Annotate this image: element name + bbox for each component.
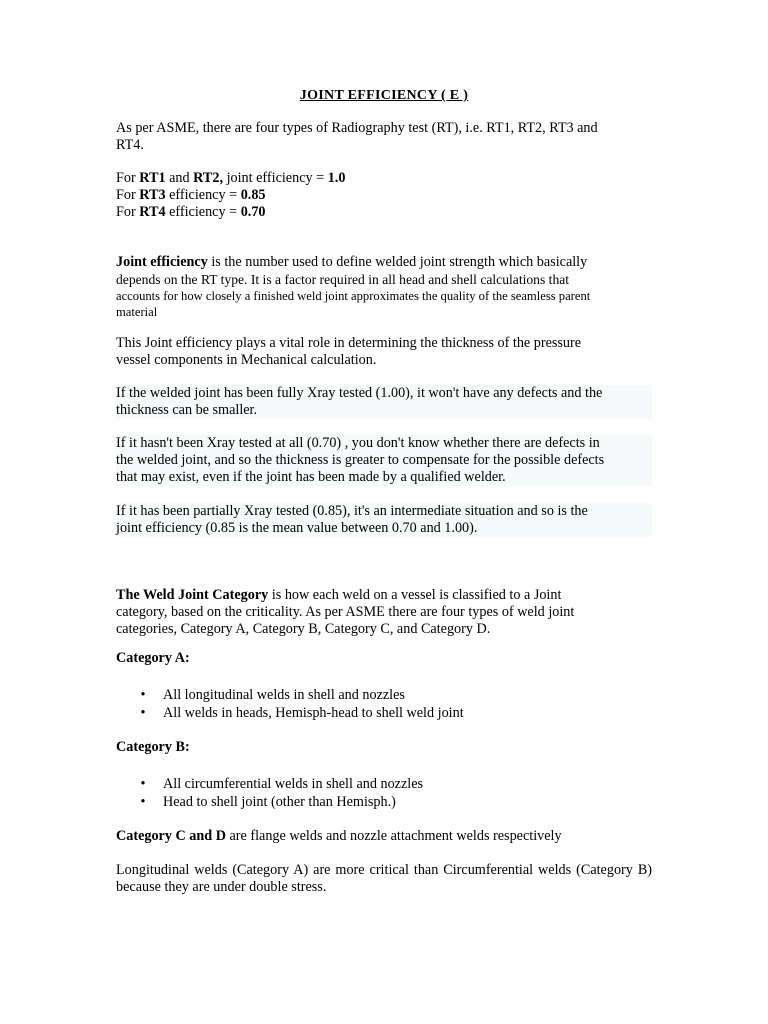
partial-line-2: joint efficiency (0.85 is the mean value between 0.70 and 1.00). bbox=[116, 520, 478, 536]
definition-paragraph-cont bbox=[116, 288, 652, 320]
not-tested-line-1: If it hasn't been Xray tested at all (0.70) , you don't know whether there are defects in bbox=[116, 435, 600, 451]
efficiency-row-rt3: For RT3 efficiency = 0.85 bbox=[116, 187, 266, 203]
list-item: • All longitudinal welds in shell and nozzles bbox=[138, 686, 638, 704]
definition-line-4: material bbox=[116, 305, 158, 319]
intro-line-1: As per ASME, there are four types of Radiography test (RT), i.e. RT1, RT2, RT3 and bbox=[116, 120, 598, 136]
definition-line-1: Joint efficiency is the number used to define welded joint strength which basically bbox=[116, 254, 588, 270]
intro-line-2: RT4. bbox=[116, 137, 144, 153]
efficiency-row-rt4: For RT4 efficiency = 0.70 bbox=[116, 204, 266, 220]
bullet-icon: • bbox=[140, 776, 146, 792]
partial-line-1: If it has been partially Xray tested (0.85), it's an intermediate situation and so is the bbox=[116, 503, 588, 519]
bullet-icon: • bbox=[140, 705, 146, 721]
category-a-heading: Category A: bbox=[116, 650, 190, 666]
category-b-list bbox=[138, 775, 638, 811]
definition-line-3: accounts for how closely a finished weld joint approximates the quality of the seamless parent bbox=[116, 289, 591, 303]
category-intro-line-2: category, based on the criticality. As per ASME there are four types of weld joint bbox=[116, 604, 575, 620]
not-tested-line-3: that may exist, even if the joint has been made by a qualified welder. bbox=[116, 469, 506, 485]
category-b-heading: Category B: bbox=[116, 739, 190, 755]
role-line-2: vessel components in Mechanical calculation. bbox=[116, 352, 377, 368]
category-cd-paragraph: Category C and D are flange welds and nozzle attachment welds respectively bbox=[116, 828, 562, 844]
partial-tested-paragraph bbox=[116, 503, 652, 537]
fully-line-1: If the welded joint has been fully Xray tested (1.00), it won't have any defects and the bbox=[116, 385, 603, 401]
role-line-1: This Joint efficiency plays a vital role in determining the thickness of the pressure bbox=[116, 335, 582, 351]
not-tested-line-2: the welded joint, and so the thickness is greater to compensate for the possible defects bbox=[116, 452, 605, 468]
definition-paragraph bbox=[116, 254, 652, 288]
bullet-icon: • bbox=[140, 687, 146, 703]
comparison-line-1: Longitudinal welds (Category A) are more critical than Circumferential welds bbox=[116, 862, 572, 878]
not-tested-paragraph bbox=[116, 435, 652, 486]
fully-tested-paragraph bbox=[116, 385, 652, 419]
efficiency-list bbox=[116, 170, 652, 221]
category-intro-line-1: The Weld Joint Category is how each weld on a vessel is classified to a Joint bbox=[116, 587, 562, 603]
bullet-icon: • bbox=[140, 794, 146, 810]
page-title: JOINT EFFICIENCY ( E ) bbox=[299, 88, 469, 103]
category-a-list bbox=[138, 686, 638, 722]
list-item: • All welds in heads, Hemisph-head to shell weld joint bbox=[138, 704, 638, 722]
category-intro-paragraph bbox=[116, 587, 652, 638]
intro-paragraph bbox=[116, 120, 652, 154]
list-item: • Head to shell joint (other than Hemisph.) bbox=[138, 793, 638, 811]
comparison-paragraph bbox=[116, 862, 652, 896]
fully-line-2: thickness can be smaller. bbox=[116, 402, 258, 418]
list-item: • All circumferential welds in shell and nozzles bbox=[138, 775, 638, 793]
efficiency-row-rt1-rt2: For RT1 and RT2, joint efficiency = 1.0 bbox=[116, 170, 346, 186]
definition-line-2: depends on the RT type. It is a factor required in all head and shell calculations that bbox=[116, 272, 570, 287]
category-intro-line-3: categories, Category A, Category B, Category C, and Category D. bbox=[116, 621, 491, 637]
role-paragraph bbox=[116, 335, 652, 369]
comparison-line-2: (Category B) because they are under double stress. bbox=[116, 862, 653, 895]
